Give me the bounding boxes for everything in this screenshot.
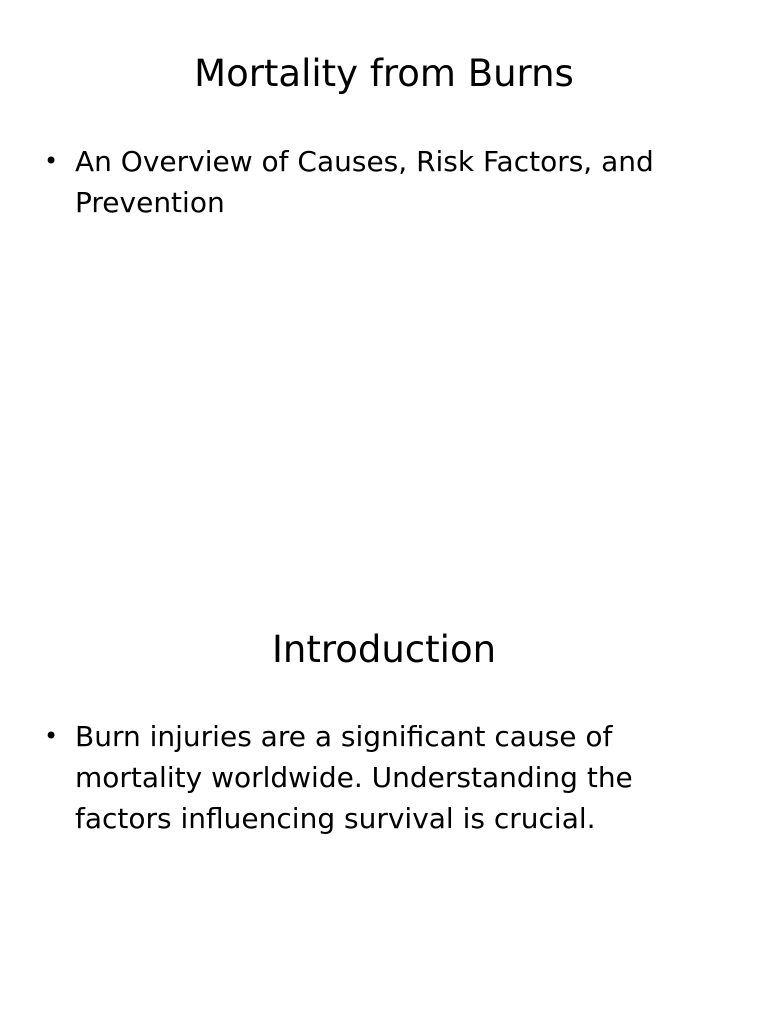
slide-1-bullet-item	[44, 141, 704, 223]
slide-2-bullet-text: Burn injuries are a significant cause of mortality worldwide. Understanding the factors influencing survival is crucial.	[75, 720, 633, 835]
slide-2	[0, 576, 768, 1024]
slide-1-title: Mortality from Burns	[194, 52, 574, 95]
slide-2-title: Introduction	[271, 628, 497, 671]
bullet-icon: •	[44, 147, 59, 175]
slide-2-bullet-item	[44, 716, 704, 839]
slide-1-bullet-text: An Overview of Causes, Risk Factors, and Prevention	[75, 145, 654, 219]
slide-2-bullet-list	[44, 716, 704, 839]
slide-1-bullet-list	[44, 141, 704, 223]
bullet-icon: •	[44, 722, 59, 750]
